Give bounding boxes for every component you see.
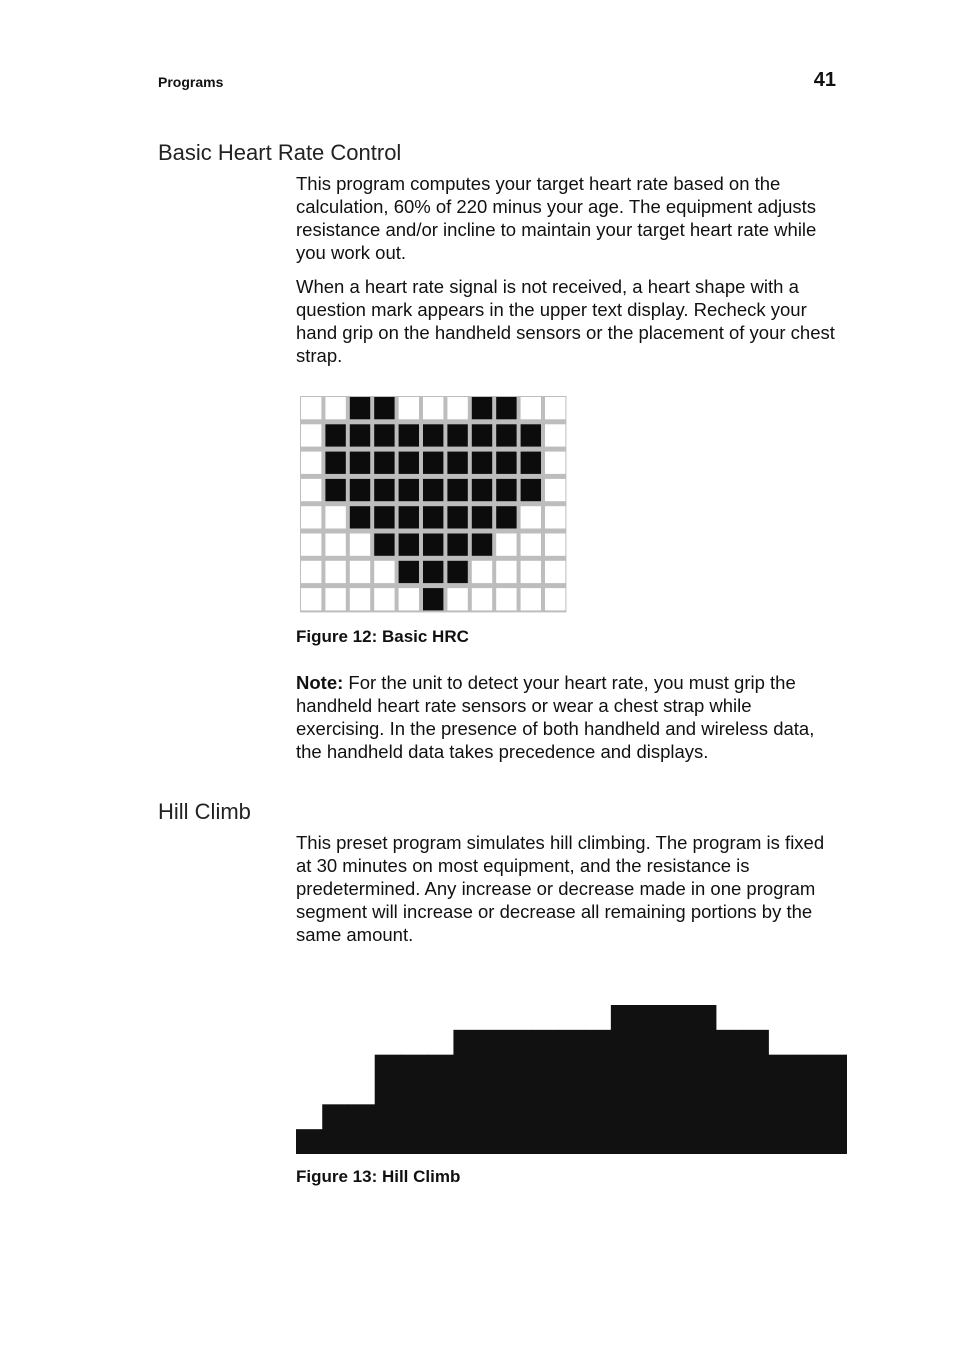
heart-cell-off: [399, 397, 419, 419]
heart-cell-on: [496, 424, 516, 446]
heart-cell-on: [423, 452, 443, 474]
page-number: 41: [813, 69, 836, 91]
heart-cell-off: [521, 534, 541, 556]
hill-segment: [795, 1055, 822, 1154]
heart-cell-on: [447, 452, 467, 474]
heart-cell-off: [374, 588, 394, 610]
heart-cell-on: [447, 534, 467, 556]
heart-cell-on: [350, 479, 370, 501]
heart-cell-on: [325, 479, 345, 501]
heart-cell-off: [545, 588, 565, 610]
note-label: Note:: [296, 672, 344, 693]
heart-cell-off: [301, 479, 321, 501]
note-text: For the unit to detect your heart rate, you must grip the handheld heart rate sensors or wear a chest strap while exercising. In the presence of both handheld and wireless data, the handheld data takes precedence and displays.: [296, 672, 815, 762]
heart-cell-on: [423, 479, 443, 501]
hill-segment: [558, 1030, 585, 1154]
heart-cell-off: [472, 561, 492, 583]
hill-segment: [821, 1055, 847, 1154]
heart-cell-off: [496, 561, 516, 583]
heart-cell-on: [399, 479, 419, 501]
heart-cell-off: [545, 397, 565, 419]
hill-segment: [506, 1030, 533, 1154]
heart-cell-off: [350, 588, 370, 610]
hill-climb-paragraph: This preset program simulates hill climbing. The program is fixed at 30 minutes on most equipment, and the resistance is predetermined. Any increase or decrease made in one program segment will increase or decrease all remaining portions by the same amount.: [296, 832, 825, 945]
heart-grid-figure: [296, 393, 568, 613]
heart-cell-off: [472, 588, 492, 610]
heart-cell-off: [447, 397, 467, 419]
heart-cell-on: [472, 452, 492, 474]
heart-cell-off: [301, 397, 321, 419]
hill-segment: [742, 1030, 769, 1154]
heart-cell-off: [325, 506, 345, 528]
figure-12-caption: Figure 12: Basic HRC: [296, 627, 469, 646]
heart-cell-off: [301, 424, 321, 446]
hill-segment: [768, 1055, 795, 1154]
heart-cell-on: [399, 506, 419, 528]
heart-cell-off: [447, 588, 467, 610]
heart-cell-off: [301, 561, 321, 583]
heart-cell-on: [374, 424, 394, 446]
hill-segment: [296, 1129, 323, 1154]
hill-segment: [716, 1030, 743, 1154]
heart-cell-off: [350, 534, 370, 556]
heart-cell-off: [545, 506, 565, 528]
heart-cell-off: [301, 452, 321, 474]
heart-cell-on: [374, 452, 394, 474]
heart-cell-on: [325, 452, 345, 474]
heart-cell-off: [325, 534, 345, 556]
heart-cell-off: [399, 588, 419, 610]
hill-segment: [532, 1030, 559, 1154]
heart-cell-off: [545, 479, 565, 501]
hill-segment: [480, 1030, 507, 1154]
hill-segment: [375, 1055, 402, 1154]
figure-13-caption: Figure 13: Hill Climb: [296, 1167, 461, 1186]
heart-cell-off: [350, 561, 370, 583]
heart-cell-off: [521, 588, 541, 610]
heart-cell-on: [350, 397, 370, 419]
heart-cell-on: [350, 506, 370, 528]
heart-cell-on: [374, 534, 394, 556]
heart-cell-off: [325, 561, 345, 583]
heart-cell-on: [496, 397, 516, 419]
heart-cell-off: [521, 506, 541, 528]
heart-cell-on: [472, 506, 492, 528]
heart-cell-off: [496, 534, 516, 556]
heart-cell-off: [545, 424, 565, 446]
heart-cell-off: [521, 561, 541, 583]
heart-cell-on: [521, 479, 541, 501]
heart-cell-off: [423, 397, 443, 419]
heart-cell-on: [399, 452, 419, 474]
heart-cell-on: [423, 424, 443, 446]
header-section-title: Programs: [158, 74, 224, 90]
heart-cell-on: [423, 506, 443, 528]
hill-segment: [453, 1030, 480, 1154]
heart-cell-off: [545, 534, 565, 556]
heart-cell-off: [521, 397, 541, 419]
heart-cell-on: [423, 534, 443, 556]
heart-cell-on: [472, 479, 492, 501]
heart-cell-on: [399, 534, 419, 556]
heart-cell-on: [374, 479, 394, 501]
hill-segment: [585, 1030, 612, 1154]
heart-cell-off: [374, 561, 394, 583]
hill-segment: [663, 1005, 690, 1154]
heart-cell-on: [472, 534, 492, 556]
section-heading-hill-climb: Hill Climb: [158, 799, 251, 824]
heart-cell-off: [545, 452, 565, 474]
heart-cell-on: [447, 479, 467, 501]
hill-climb-profile-figure: [296, 1005, 847, 1154]
heart-cell-on: [521, 452, 541, 474]
heart-cell-on: [496, 452, 516, 474]
section-heading-hrc: Basic Heart Rate Control: [158, 140, 402, 165]
heart-cell-on: [423, 561, 443, 583]
heart-cell-off: [545, 561, 565, 583]
hrc-paragraph-2: When a heart rate signal is not received, a heart shape with a question mark appears in the upper text display. Recheck your hand grip on the handheld sensors or the placement of your chest strap.: [296, 276, 835, 366]
heart-cell-on: [472, 424, 492, 446]
heart-cell-on: [374, 506, 394, 528]
heart-cell-on: [447, 506, 467, 528]
hill-segment: [637, 1005, 664, 1154]
note-paragraph: [296, 671, 841, 763]
hill-segment: [348, 1104, 375, 1154]
heart-cell-on: [374, 397, 394, 419]
heart-cell-off: [301, 534, 321, 556]
heart-cell-on: [472, 397, 492, 419]
heart-cell-on: [399, 424, 419, 446]
heart-cell-on: [496, 506, 516, 528]
hill-segment: [322, 1104, 349, 1154]
heart-cell-off: [325, 397, 345, 419]
heart-cell-on: [423, 588, 443, 610]
hill-segment: [690, 1005, 717, 1154]
heart-cell-on: [447, 561, 467, 583]
hill-segment: [611, 1005, 638, 1154]
heart-cell-on: [496, 479, 516, 501]
heart-cell-on: [350, 452, 370, 474]
heart-cell-on: [399, 561, 419, 583]
heart-cell-off: [301, 588, 321, 610]
heart-cell-on: [350, 424, 370, 446]
heart-cell-on: [447, 424, 467, 446]
hill-segment: [401, 1055, 428, 1154]
heart-cell-on: [521, 424, 541, 446]
heart-cell-off: [496, 588, 516, 610]
hill-segment: [427, 1055, 454, 1154]
hrc-paragraph-1: This program computes your target heart rate based on the calculation, 60% of 220 minus your age. The equipment adjusts resistance and/or incline to maintain your target heart rate while you work out.: [296, 173, 817, 263]
heart-cell-off: [325, 588, 345, 610]
heart-cell-off: [301, 506, 321, 528]
heart-cell-on: [325, 424, 345, 446]
